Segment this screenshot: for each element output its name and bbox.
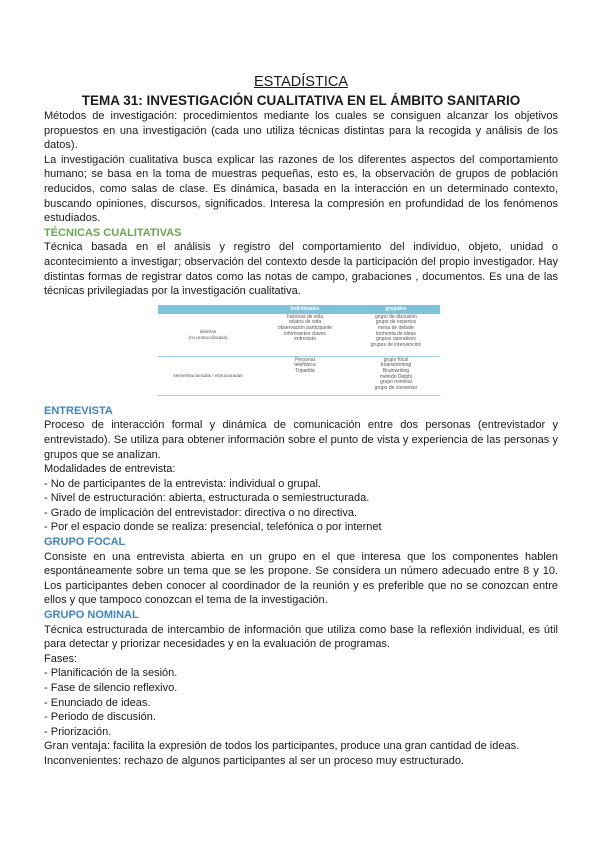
- fases-label: Fases:: [44, 652, 78, 665]
- grupo-focal-paragraph: Consiste en una entrevista abierta en un grupo en el que interesa que los componentes hablen espontáneamente sobre un tema que se les propone. Se considera un número adecuado entre 8 y 10. Los participantes deben conocer al coordinador de la reunión y es preferible que no se conozcan entre ellos y que tampoco conozcan el tema de la investigación.: [44, 550, 558, 607]
- inconvenientes-paragraph: Inconvenientes: rechazo de algunos participantes al ser un proceso muy estructurado.: [44, 754, 465, 767]
- table-row-label: abiertas (no protocolizadas): [158, 314, 258, 357]
- modalidades-label: Modalidades de entrevista:: [44, 463, 176, 476]
- list-item: - Enunciado de ideas.: [44, 696, 558, 711]
- table-row: [158, 356, 440, 395]
- techniques-table-figure: [158, 305, 440, 396]
- modalidades-list: [44, 477, 558, 535]
- section-heading-tecnicas: TÉCNICAS CUALITATIVAS: [44, 226, 182, 239]
- section-heading-entrevista: ENTREVISTA: [44, 404, 113, 417]
- table-cell-individual: historias de vida relatos de vida observación participante informantes claves entrevista: [258, 314, 352, 357]
- list-item: - Grado de implicación del entrevistador: directiva o no directiva.: [44, 506, 558, 521]
- document-page: [44, 74, 558, 769]
- list-item: - No de participantes de la entrevista: individual o grupal.: [44, 477, 558, 492]
- list-item: - Por el espacio donde se realiza: presencial, telefónica o por internet: [44, 520, 558, 535]
- table-header-individual: individuales: [258, 305, 352, 314]
- course-title: ESTADÍSTICA: [254, 74, 348, 90]
- list-item: - Priorización.: [44, 725, 558, 740]
- grupo-nominal-paragraph: Técnica estructurada de intercambio de información que utiliza como base la reflexión individual, es útil para detectar y priorizar necesidades y en la evaluación de programas.: [44, 623, 558, 651]
- table-corner: [158, 305, 258, 314]
- entrevista-paragraph: Proceso de interacción formal y dinámica de comunicación entre dos personas (entrevistador y entrevistado). Se utiliza para obtener información sobre el punto de vista y experiencia de las personas y grupos que se analizan.: [44, 419, 558, 461]
- section-heading-grupo-nominal: GRUPO NOMINAL: [44, 609, 139, 622]
- list-item: - Periodo de discusión.: [44, 710, 558, 725]
- table-cell-group: grupo focal brainstorming Brainwriting método Delphi grupo nominal grupo de consenso: [352, 356, 440, 395]
- table-row-label: semiestructuradas / estructuradas: [158, 356, 258, 395]
- intro-paragraph: La investigación cualitativa busca explicar las razones de los diferentes aspectos del comportamiento humano; se basa en la toma de muestras pequeñas, esto es, la observación de grupos de población reducidos, como salas de clase. Es dinámica, basada en la interacción en un determinado contexto, buscando opiniones, discursos, significados. Interesa la compresión en profundidad de los fenómenos estudiados.: [44, 153, 558, 225]
- list-item: - Planificación de la sesión.: [44, 666, 558, 681]
- fases-list: [44, 666, 558, 739]
- topic-title: TEMA 31: INVESTIGACIÓN CUALITATIVA EN EL ÁMBITO SANITARIO: [81, 93, 521, 108]
- table-cell-group: grupo de discusión grupo de expertos mesa de debate tormenta de ideas grupos operativos grupos de intervención: [352, 314, 440, 357]
- list-item: - Fase de silencio reflexivo.: [44, 681, 558, 696]
- table-header-group: grupales: [352, 305, 440, 314]
- list-item: - Nivel de estructuración: abierta, estructurada o semiestructurada.: [44, 491, 558, 506]
- section-heading-grupo-focal: GRUPO FOCAL: [44, 536, 126, 549]
- table-cell-individual: Personal telefónica Tripartita: [258, 356, 352, 395]
- tecnicas-paragraph: Técnica basada en el análisis y registro del comportamiento del individuo, objeto, unidad o acontecimiento a investigar; observación del contexto desde la participación del propio investigador. Hay distintas formas de registrar datos como las notas de campo, grabaciones , documentos. Es una de las técnicas privilegiadas por la investigación cualitativa.: [44, 241, 558, 298]
- intro-paragraph: Métodos de investigación: procedimientos mediante los cuales se consiguen alcanzar los objetivos propuestos en una investigación (cada uno utiliza técnicas distintas para la recogida y análisis de los datos).: [44, 110, 558, 152]
- ventaja-paragraph: Gran ventaja: facilita la expresión de todos los participantes, produce una gran cantidad de ideas.: [44, 740, 520, 753]
- table-row: [158, 314, 440, 357]
